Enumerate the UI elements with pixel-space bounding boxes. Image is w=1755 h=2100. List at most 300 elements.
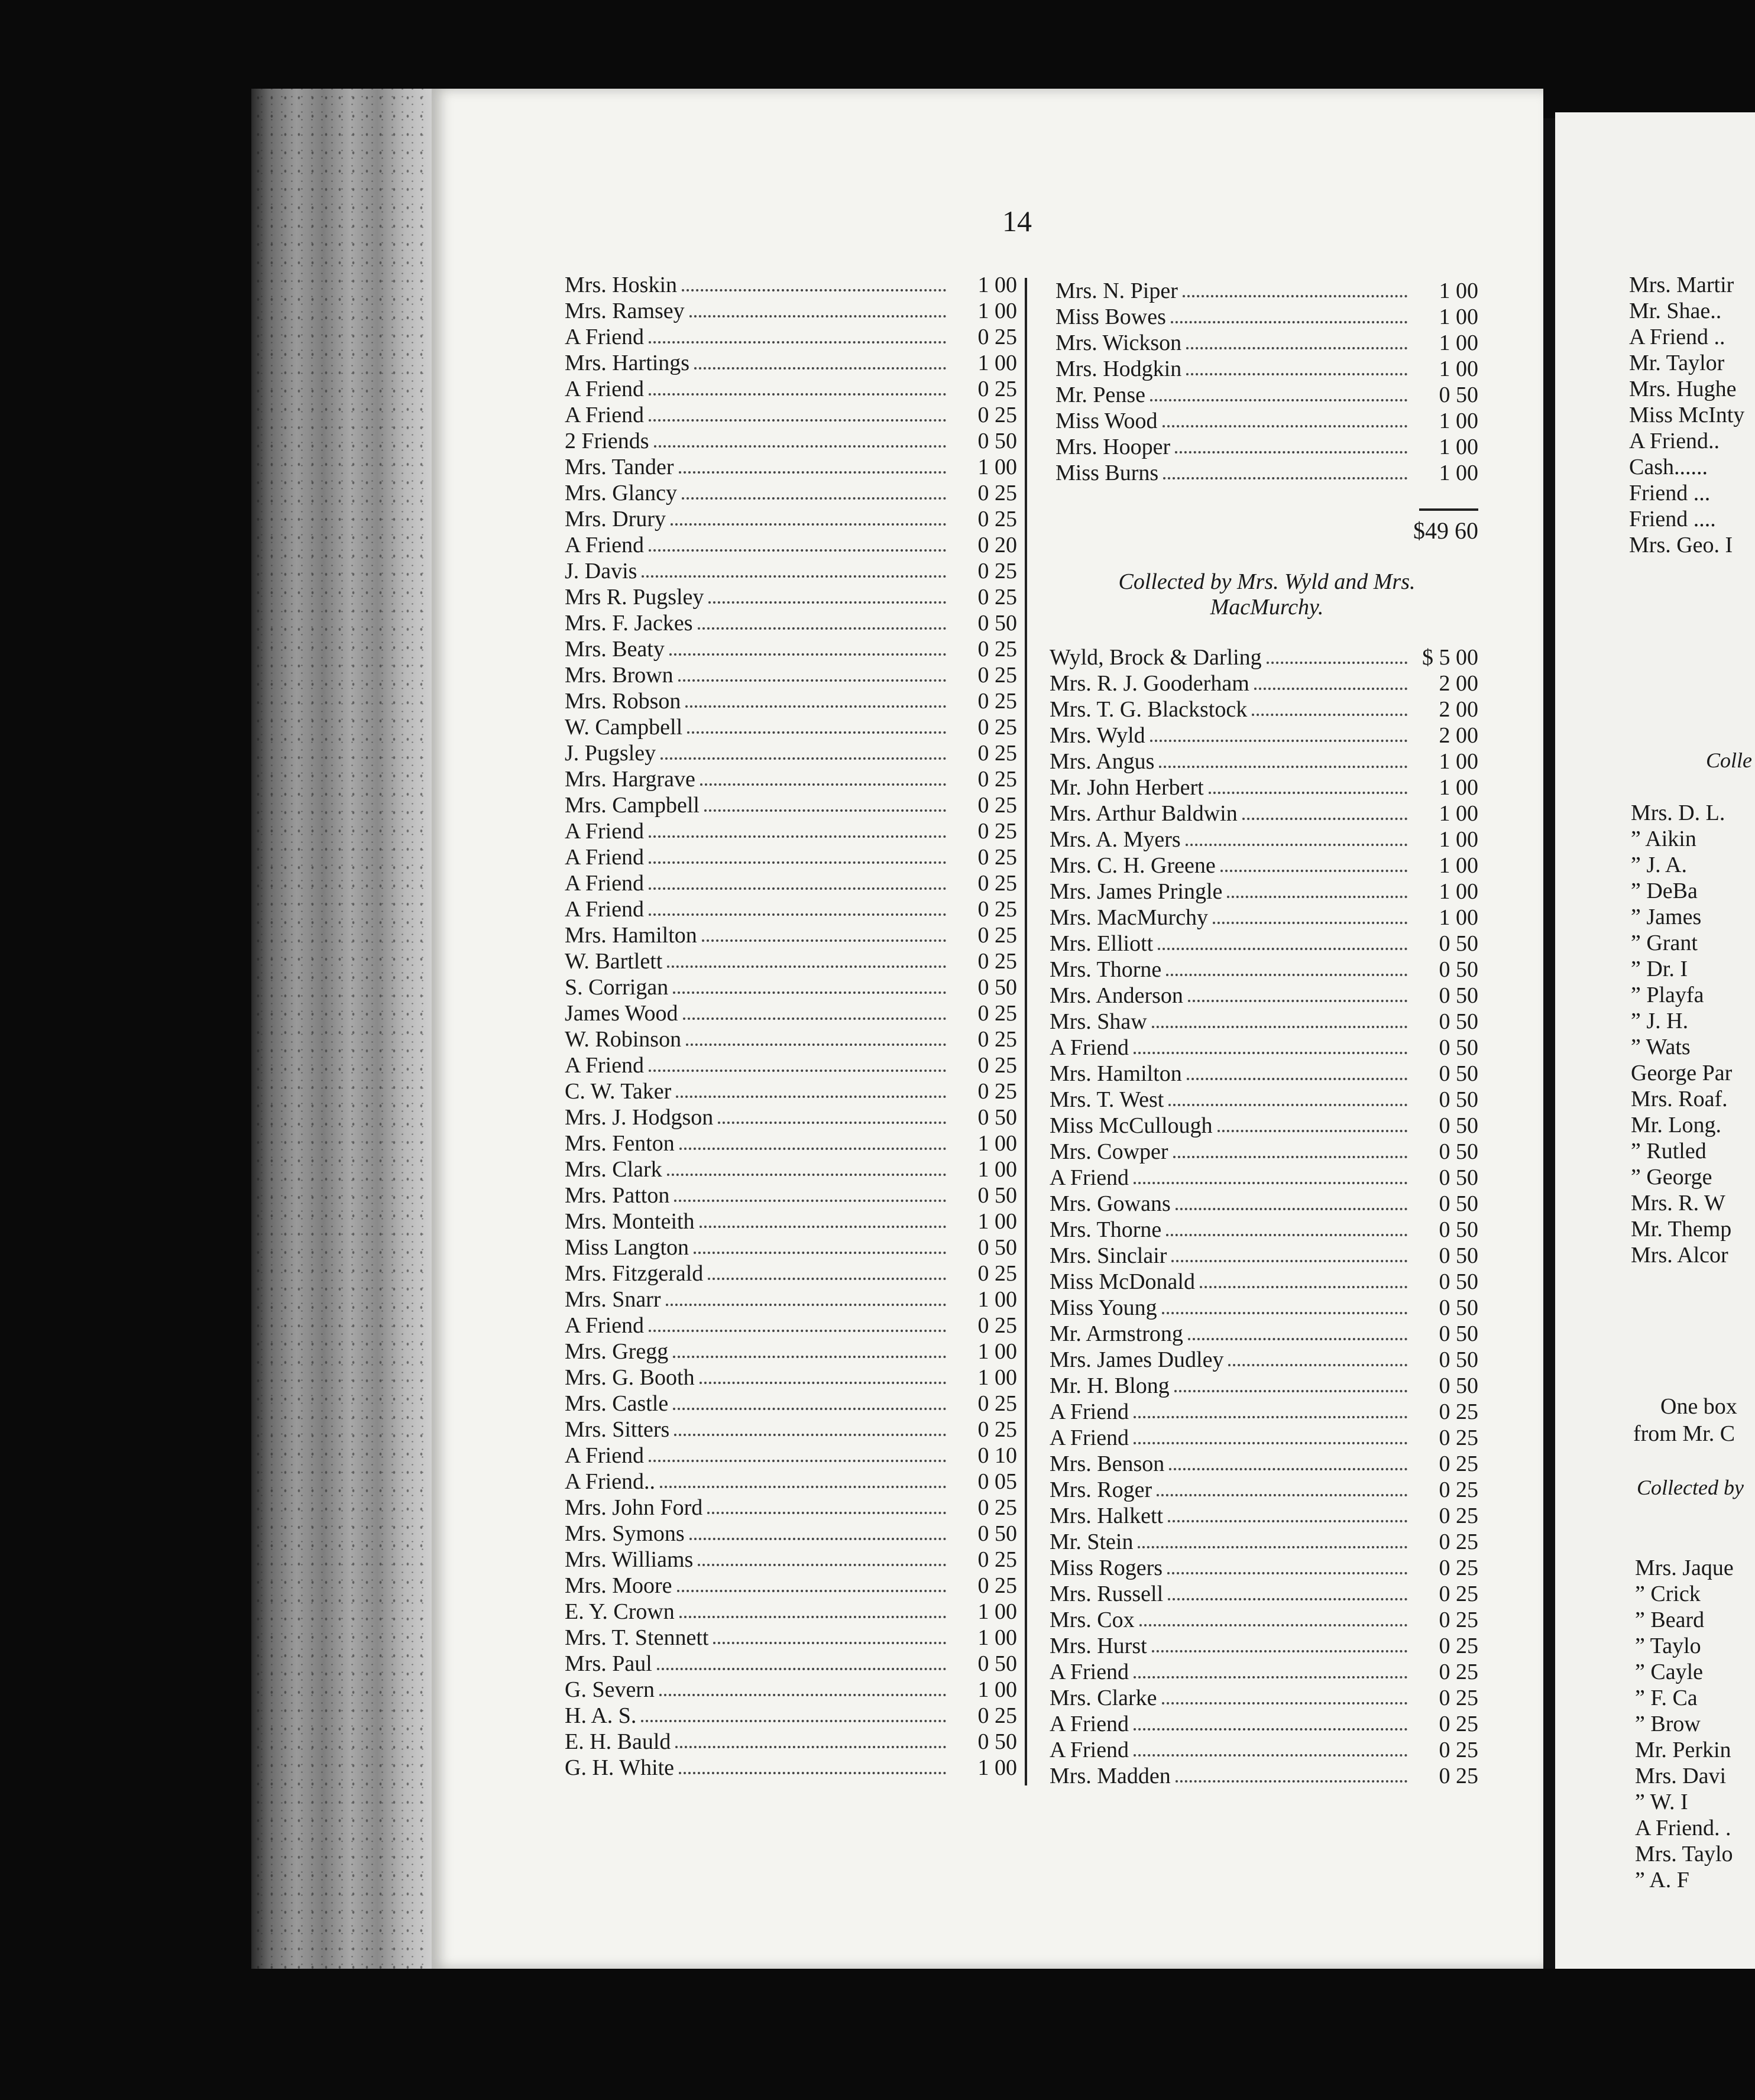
- donation-amount: $ 5 00: [1422, 645, 1478, 670]
- subscriber-name: Mrs. Wickson: [1055, 330, 1182, 355]
- dot-leader: [702, 939, 946, 942]
- subscriber-name: A Friend: [565, 1053, 645, 1078]
- facing-list-b: [1631, 800, 1732, 1268]
- subscriber-name: Mrs. Hoskin: [565, 273, 678, 297]
- dot-leader: [679, 1616, 946, 1618]
- dot-leader: [1138, 1546, 1407, 1548]
- subscriber-row: [1050, 1269, 1478, 1295]
- subscriber-name: Mrs. Thorne: [1050, 957, 1162, 982]
- subscriber-row: [1050, 1295, 1478, 1321]
- subscriber-name: Mrs. James Dudley: [1050, 1347, 1224, 1372]
- donation-amount: 0 50: [1439, 1009, 1478, 1034]
- donation-amount: 0 25: [977, 1261, 1017, 1286]
- dot-leader: [1173, 1156, 1407, 1158]
- facing-page: [1555, 112, 1755, 1969]
- facing-entry: ” James: [1631, 905, 1702, 929]
- subscriber-name: Mrs. Gregg: [565, 1339, 669, 1364]
- subscriber-row: [565, 662, 1017, 688]
- subscriber-name: Mrs. T. West: [1050, 1087, 1164, 1112]
- subscriber-name: Mrs. Paul: [565, 1651, 652, 1676]
- dot-leader: [1162, 1312, 1407, 1314]
- dot-leader: [1174, 1390, 1407, 1392]
- subscriber-row: [565, 1443, 1017, 1469]
- facing-entry: Mrs. Geo. I: [1629, 533, 1733, 558]
- subscriber-name: Mrs. MacMurchy: [1050, 905, 1209, 930]
- subscriber-name: Mrs. Brown: [565, 663, 673, 688]
- dot-leader: [660, 1486, 946, 1488]
- subscriber-name: James Wood: [565, 1001, 678, 1026]
- subscriber-name: Wyld, Brock & Darling: [1050, 645, 1262, 670]
- subscriber-row: [565, 740, 1017, 766]
- dot-leader: [1168, 1598, 1407, 1600]
- subscriber-row: [565, 298, 1017, 324]
- facing-entry: A Friend..: [1629, 429, 1720, 453]
- dot-leader: [1168, 1104, 1407, 1106]
- subscriber-row: [565, 974, 1017, 1000]
- subscriber-name: Mr. Stein: [1050, 1529, 1134, 1554]
- dot-leader: [649, 913, 946, 916]
- subscriber-row: [565, 1130, 1017, 1156]
- subscriber-name: A Friend: [1050, 1738, 1129, 1762]
- subscriber-name: Mrs. R. J. Gooderham: [1050, 671, 1249, 696]
- donation-amount: 0 50: [1439, 1243, 1478, 1268]
- dot-leader: [689, 315, 946, 317]
- subscriber-row: [565, 1677, 1017, 1703]
- donation-amount: 0 50: [1439, 1139, 1478, 1164]
- subscriber-name: Mrs. N. Piper: [1055, 278, 1178, 303]
- subscriber-name: A Friend: [1050, 1035, 1129, 1060]
- subscriber-row: [1055, 330, 1478, 356]
- collected-by-heading-line1: Collected by Mrs. Wyld and Mrs.: [1118, 569, 1416, 594]
- donation-amount: 0 25: [977, 897, 1017, 922]
- donation-amount: 1 00: [1439, 801, 1478, 826]
- facing-entry: ” DeBa: [1631, 879, 1698, 903]
- subscriber-row: [565, 844, 1017, 870]
- donation-amount: 1 00: [977, 1625, 1017, 1650]
- dot-leader: [1150, 399, 1407, 401]
- subscriber-name: Mrs. Patton: [565, 1183, 670, 1208]
- subscriber-name: Mrs. Tander: [565, 455, 674, 479]
- subscriber-row: [565, 402, 1017, 428]
- subscriber-name: S. Corrigan: [565, 975, 669, 1000]
- donation-amount: 0 50: [977, 1729, 1017, 1754]
- subscriber-name: Mrs. Roger: [1050, 1477, 1152, 1502]
- subscriber-name: Mrs. Fitzgerald: [565, 1261, 704, 1286]
- dot-leader: [659, 1694, 946, 1696]
- donation-amount: 0 50: [977, 1183, 1017, 1208]
- facing-entry: Miss McInty: [1629, 403, 1745, 427]
- donation-amount: 0 25: [977, 819, 1017, 844]
- subscriber-name: Mrs. Sitters: [565, 1417, 670, 1442]
- donation-amount: 0 20: [977, 533, 1017, 558]
- facing-entry: Mrs. Martir: [1629, 273, 1734, 297]
- subscriber-row: [1050, 1477, 1478, 1503]
- donation-amount: 1 00: [1439, 330, 1478, 355]
- subscriber-row: [565, 1469, 1017, 1495]
- dot-leader: [1176, 1780, 1407, 1783]
- donation-amount: 0 50: [977, 975, 1017, 1000]
- donation-amount: 0 25: [977, 741, 1017, 766]
- subscriber-row: [1050, 1503, 1478, 1529]
- dot-leader: [1157, 1494, 1407, 1496]
- dot-leader: [1176, 1208, 1407, 1210]
- dot-leader: [667, 1174, 946, 1176]
- dot-leader: [1134, 1182, 1407, 1184]
- subscriber-name: A Friend: [565, 819, 645, 844]
- subscriber-row: [565, 766, 1017, 792]
- subscriber-row: [565, 480, 1017, 506]
- donation-amount: 0 25: [977, 481, 1017, 505]
- subscriber-name: Mrs. Monteith: [565, 1209, 695, 1234]
- subscriber-name: A Friend: [1050, 1660, 1129, 1684]
- subscriber-name: Mrs. Hooper: [1055, 435, 1171, 459]
- donation-amount: 1 00: [977, 1365, 1017, 1390]
- facing-list-a: [1629, 272, 1744, 558]
- dot-leader: [1139, 1624, 1407, 1626]
- donation-amount: 0 25: [977, 637, 1017, 662]
- subscriber-name: G. Severn: [565, 1677, 655, 1702]
- facing-entry: ” Playfa: [1631, 983, 1704, 1007]
- subscriber-name: Mrs. Gowans: [1050, 1191, 1171, 1216]
- donation-amount: 1 00: [977, 273, 1017, 297]
- subscriber-row: [1050, 670, 1478, 696]
- dot-leader: [700, 1382, 946, 1384]
- subscriber-row: [1050, 1217, 1478, 1243]
- subscriber-name: J. Davis: [565, 559, 637, 584]
- subscriber-name: Mrs. Clark: [565, 1157, 662, 1182]
- donation-amount: 0 25: [1439, 1660, 1478, 1684]
- subscriber-row: [1050, 879, 1478, 905]
- subscriber-name: Mrs. Sinclair: [1050, 1243, 1167, 1268]
- subscriber-row: [565, 558, 1017, 584]
- donation-amount: 1 00: [1439, 435, 1478, 459]
- subscriber-row: [1050, 1425, 1478, 1451]
- subscriber-row: [1050, 644, 1478, 670]
- dot-leader: [1220, 870, 1407, 872]
- subscriber-row: [565, 1052, 1017, 1078]
- facing-entry: ” A. F: [1635, 1868, 1689, 1892]
- donation-amount: 0 50: [1439, 1295, 1478, 1320]
- subscriber-row: [1050, 1321, 1478, 1347]
- subscriber-name: J. Pugsley: [565, 741, 656, 766]
- dot-leader: [649, 419, 946, 422]
- donation-amount: 0 25: [977, 1573, 1017, 1598]
- subscriber-row: [565, 1521, 1017, 1547]
- dot-leader: [1186, 347, 1407, 349]
- donation-amount: 0 05: [977, 1469, 1017, 1494]
- dot-leader: [674, 1434, 946, 1436]
- dot-leader: [678, 679, 946, 682]
- donation-amount: 0 25: [977, 845, 1017, 870]
- dot-leader: [689, 1538, 946, 1540]
- dot-leader: [698, 627, 947, 630]
- dot-leader: [1163, 425, 1407, 427]
- donation-amount: 1 00: [977, 1755, 1017, 1780]
- dot-leader: [694, 367, 946, 370]
- donation-amount: 0 50: [1439, 1165, 1478, 1190]
- dot-leader: [1188, 1338, 1407, 1340]
- subscriber-row: [565, 272, 1017, 298]
- dot-leader: [683, 1017, 946, 1020]
- subscriber-row: [565, 1547, 1017, 1573]
- dot-leader: [1134, 1728, 1407, 1730]
- subscriber-row: [1050, 1087, 1478, 1113]
- facing-entry: Mr. Long.: [1631, 1113, 1722, 1138]
- page-number: 14: [1002, 205, 1032, 238]
- subscriber-row: [1050, 1555, 1478, 1581]
- facing-entry: ” Brow: [1635, 1712, 1701, 1736]
- subscriber-name: Mrs. James Pringle: [1050, 879, 1223, 904]
- dot-leader: [649, 1330, 946, 1332]
- subscriber-row: [1055, 382, 1478, 408]
- subscriber-row: [1050, 1035, 1478, 1061]
- dot-leader: [1187, 1078, 1407, 1080]
- subscriber-row: [565, 948, 1017, 974]
- subscriber-name: Mr. Pense: [1055, 383, 1145, 407]
- dot-leader: [1254, 688, 1407, 690]
- donation-amount: 0 50: [1439, 1347, 1478, 1372]
- subscriber-row: [565, 1234, 1017, 1260]
- subscriber-name: Mrs. Elliott: [1050, 931, 1154, 956]
- donation-amount: 0 25: [977, 377, 1017, 401]
- subscriber-name: H. A. S.: [565, 1703, 637, 1728]
- donation-amount: 0 25: [1439, 1425, 1478, 1450]
- subscriber-name: Mrs. Williams: [565, 1547, 694, 1572]
- donation-amount: 0 25: [977, 1547, 1017, 1572]
- subscriber-name: Mr. John Herbert: [1050, 775, 1204, 800]
- subscriber-name: Mrs. Madden: [1050, 1764, 1171, 1788]
- donation-amount: 0 25: [977, 507, 1017, 532]
- dot-leader: [1252, 714, 1407, 716]
- donation-amount: 0 25: [977, 1313, 1017, 1338]
- subscriber-row: [1050, 1139, 1478, 1165]
- donation-amount: 0 25: [1439, 1686, 1478, 1710]
- dot-leader: [1242, 818, 1407, 820]
- facing-entry: ” Crick: [1635, 1582, 1701, 1606]
- dot-leader: [674, 1200, 946, 1202]
- subscriber-name: Mrs. Symons: [565, 1521, 685, 1546]
- dot-leader: [1166, 974, 1407, 976]
- subscriber-name: A Friend: [565, 533, 645, 558]
- subscriber-row: [1050, 1581, 1478, 1607]
- subscriber-name: Mrs. Drury: [565, 507, 666, 532]
- subscriber-name: Mrs. Benson: [1050, 1451, 1165, 1476]
- dot-leader: [1175, 451, 1407, 453]
- subscriber-row: [565, 1417, 1017, 1443]
- dot-leader: [1166, 1234, 1407, 1236]
- facing-entry: ” Beard: [1635, 1608, 1705, 1632]
- dot-leader: [641, 1720, 946, 1722]
- subscriber-name: A Friend: [1050, 1425, 1129, 1450]
- subscriber-name: Mrs. T. Stennett: [565, 1625, 709, 1650]
- subscriber-row: [1050, 1191, 1478, 1217]
- facing-entry: Mr. Shae..: [1629, 299, 1722, 323]
- donation-amount: 1 00: [1439, 749, 1478, 774]
- donation-amount: 2 00: [1439, 697, 1478, 722]
- subscriber-row: [1050, 1607, 1478, 1633]
- facing-entry: Mr. Themp: [1631, 1217, 1732, 1242]
- subscriber-row: [565, 1495, 1017, 1521]
- subscriber-name: Mrs. Thorne: [1050, 1217, 1162, 1242]
- dot-leader: [708, 601, 946, 604]
- subscriber-row: [1050, 696, 1478, 722]
- donation-amount: 0 25: [1439, 1477, 1478, 1502]
- subscriber-row: [1055, 408, 1478, 434]
- dot-leader: [1209, 792, 1407, 794]
- subscriber-name: A Friend..: [565, 1469, 656, 1494]
- dot-leader: [654, 445, 947, 448]
- facing-entry: A Friend ..: [1629, 325, 1725, 349]
- dot-leader: [682, 289, 946, 291]
- donation-amount: 0 25: [1439, 1738, 1478, 1762]
- subscriber-name: Mrs. Russell: [1050, 1582, 1164, 1606]
- donation-amount: 1 00: [1439, 853, 1478, 878]
- subscriber-row: [565, 1625, 1017, 1651]
- subscriber-row: [1050, 1009, 1478, 1035]
- subscriber-row: [565, 1078, 1017, 1104]
- donation-amount: 0 25: [977, 1703, 1017, 1728]
- donation-amount: 0 25: [1439, 1764, 1478, 1788]
- subscriber-name: Mrs. Glancy: [565, 481, 677, 505]
- subscriber-row: [565, 1208, 1017, 1234]
- donation-amount: 0 50: [977, 1651, 1017, 1676]
- dot-leader: [1150, 740, 1407, 742]
- donation-amount: 0 50: [1439, 1269, 1478, 1294]
- donation-amount: 2 00: [1439, 671, 1478, 696]
- subscriber-row: [565, 1703, 1017, 1729]
- subscriber-name: C. W. Taker: [565, 1079, 672, 1104]
- facing-heading-b: Colle: [1706, 748, 1752, 772]
- dot-leader: [649, 393, 946, 396]
- subscriber-row: [1050, 722, 1478, 748]
- subscriber-name: Mrs. Shaw: [1050, 1009, 1147, 1034]
- donation-amount: 0 25: [977, 689, 1017, 714]
- donation-amount: 1 00: [977, 299, 1017, 323]
- dot-leader: [642, 575, 946, 578]
- donation-amount: 0 25: [977, 325, 1017, 349]
- subscriber-row: [565, 1260, 1017, 1286]
- facing-note-line1: One box: [1660, 1394, 1737, 1419]
- subscriber-row: [1050, 853, 1478, 879]
- facing-note-line2: from Mr. C: [1633, 1421, 1735, 1446]
- subscriber-row: [1050, 1711, 1478, 1737]
- dot-leader: [1200, 1286, 1407, 1288]
- dot-leader: [1186, 844, 1407, 846]
- subscriber-name: Mrs. Robson: [565, 689, 681, 714]
- subscriber-row: [565, 532, 1017, 558]
- subscriber-row: [1050, 801, 1478, 827]
- subscriber-row: [1050, 1399, 1478, 1425]
- donation-amount: 0 50: [1439, 1061, 1478, 1086]
- dot-leader: [673, 1408, 946, 1410]
- donation-amount: 1 00: [1439, 304, 1478, 329]
- subscriber-row: [1055, 278, 1478, 304]
- subscriber-row: [1050, 1659, 1478, 1685]
- donation-amount: 0 50: [1439, 1191, 1478, 1216]
- collected-by-heading-line2: MacMurchy.: [1210, 595, 1324, 620]
- dot-leader: [694, 1252, 946, 1254]
- dot-leader: [667, 965, 946, 968]
- dot-leader: [1228, 1364, 1407, 1366]
- subscriber-row: [565, 792, 1017, 818]
- donation-amount: 0 10: [977, 1443, 1017, 1468]
- dot-leader: [1167, 1572, 1407, 1574]
- dot-leader: [1188, 1000, 1407, 1002]
- subscriber-row: [565, 636, 1017, 662]
- subscriber-name: Mrs. Snarr: [565, 1287, 661, 1312]
- subscriber-row: [565, 506, 1017, 532]
- facing-entry: Mrs. Alcor: [1631, 1243, 1728, 1268]
- donation-amount: 0 25: [977, 1417, 1017, 1442]
- subscriber-name: Mrs. Hartings: [565, 351, 690, 375]
- donation-amount: 1 00: [1439, 905, 1478, 930]
- subscriber-row: [565, 324, 1017, 350]
- dot-leader: [679, 1772, 946, 1774]
- dot-leader: [718, 1122, 946, 1124]
- subscriber-name: Miss Wood: [1055, 409, 1158, 433]
- dot-leader: [649, 887, 946, 890]
- subscriber-name: A Friend: [565, 1443, 645, 1468]
- dot-leader: [673, 1356, 946, 1358]
- dot-leader: [671, 523, 946, 526]
- subscriber-name: Mrs. Angus: [1050, 749, 1155, 774]
- subscriber-row: [1050, 1113, 1478, 1139]
- dot-leader: [666, 1304, 946, 1306]
- subscriber-name: Mrs. F. Jackes: [565, 611, 693, 636]
- subscriber-row: [1050, 1347, 1478, 1373]
- facing-entry: ” Taylo: [1635, 1634, 1701, 1658]
- dot-leader: [1134, 1416, 1407, 1418]
- dot-leader: [704, 809, 946, 812]
- donation-amount: 0 25: [977, 949, 1017, 974]
- subscriber-row: [565, 1000, 1017, 1026]
- subscriber-row: [565, 376, 1017, 402]
- subscriber-name: Miss Young: [1050, 1295, 1157, 1320]
- facing-entry: Mrs. Jaque: [1635, 1555, 1734, 1580]
- subscriber-name: A Friend: [565, 377, 645, 401]
- subscriber-row: [565, 870, 1017, 896]
- dot-leader: [687, 731, 946, 734]
- donation-amount: 1 00: [977, 1287, 1017, 1312]
- facing-entry: ” Cayle: [1635, 1660, 1704, 1684]
- facing-entry: ” Dr. I: [1631, 957, 1688, 981]
- subscriber-name: A Friend: [1050, 1399, 1129, 1424]
- dot-leader: [1158, 948, 1407, 950]
- subscriber-name: Mrs. Moore: [565, 1573, 672, 1598]
- subscriber-name: A Friend: [1050, 1712, 1129, 1736]
- donation-amount: 1 00: [977, 1599, 1017, 1624]
- subscriber-row: [1055, 356, 1478, 382]
- subscriber-row: [1055, 304, 1478, 330]
- dot-leader: [708, 1278, 946, 1280]
- subscriber-row: [1050, 983, 1478, 1009]
- dot-leader: [698, 1564, 946, 1566]
- subscriber-name: Mrs. Hargrave: [565, 767, 695, 792]
- facing-entry: Friend ....: [1629, 507, 1716, 532]
- facing-entry: ” J. A.: [1631, 853, 1687, 877]
- subscriber-row: [565, 1599, 1017, 1625]
- facing-entry: Mr. Perkin: [1635, 1738, 1731, 1762]
- subscriber-name: W. Bartlett: [565, 949, 663, 974]
- facing-entry: ” Rutled: [1631, 1139, 1707, 1164]
- subscriber-row: [1050, 905, 1478, 931]
- subscriber-row: [1050, 748, 1478, 774]
- subscriber-name: Mrs. Hamilton: [565, 923, 697, 948]
- subscriber-name: Mrs. Arthur Baldwin: [1050, 801, 1238, 826]
- subscriber-row: [565, 1312, 1017, 1339]
- donation-amount: 1 00: [1439, 827, 1478, 852]
- donation-amount: 0 25: [1439, 1399, 1478, 1424]
